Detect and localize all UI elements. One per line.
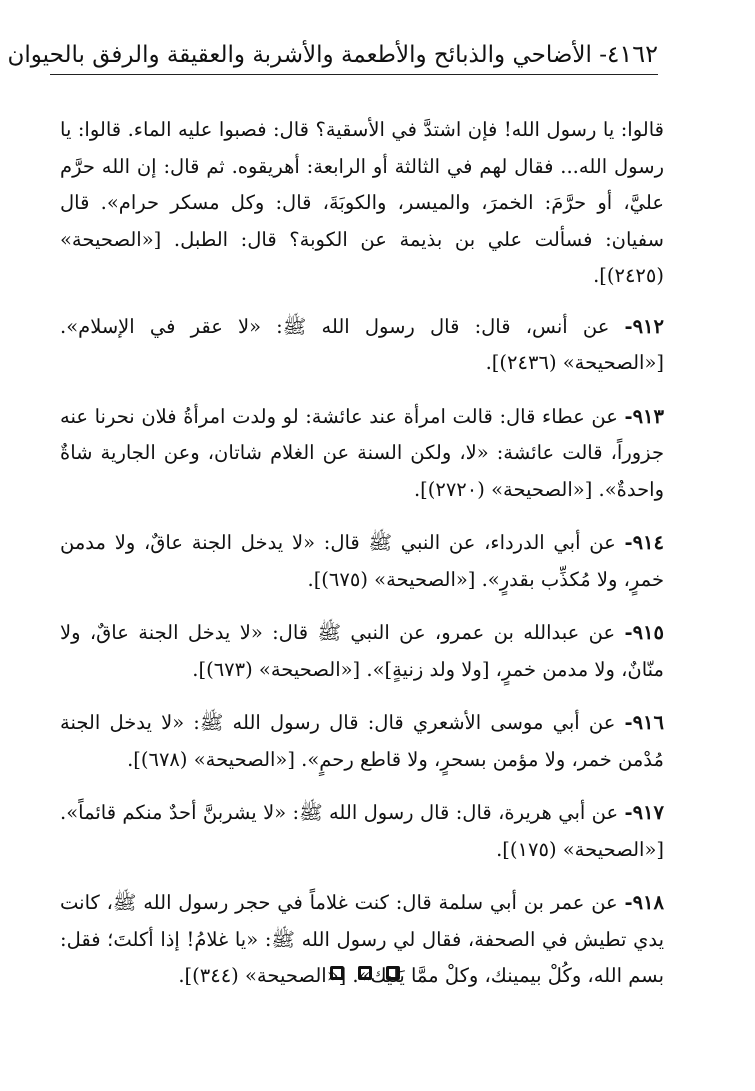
hadith-916 xyxy=(60,705,664,778)
hadith-number: ٩١٧- xyxy=(624,801,664,824)
hadith-912 xyxy=(60,309,664,382)
page-body xyxy=(60,112,664,1012)
page-number: ١٦٢ xyxy=(619,40,658,68)
square-ornament-icon xyxy=(386,966,400,980)
running-title: ٤- الأضاحي والذبائح والأطعمة والأشربة والعقيقة والرفق بالحيوان xyxy=(7,42,620,68)
hadith-number: ٩١٤- xyxy=(624,531,664,554)
paragraph-text: قالوا: يا رسول الله! فإن اشتدَّ في الأسقية؟ قال: فصبوا عليه الماء. قالوا: يا رسول الله... فقال لهم في الثالثة أو الرابعة: أهريقوه. ثم قال: إن الله حرَّم عليَّ، أو حرَّمَ: الخمرَ، والميسر، والكوبَةَ، قال: وكل مسكر حرام». قال سفيان: فسألت علي بن بذيمة عن الكوبة؟ قال: الطبل. [«الصحيحة» (٢٤٢٥)]. xyxy=(60,118,664,287)
hadith-number: ٩١٣- xyxy=(624,404,664,428)
hadith-913 xyxy=(60,399,664,509)
hadith-text: عن أبي موسى الأشعري قال: قال رسول الله ﷺ: «لا يدخل الجنة مُدْمن خمر، ولا مؤمن بسحرٍ، ولا قاطع رحمٍ». [«الصحيحة» (٦٧٨)]. xyxy=(60,711,664,771)
hadith-text: عن عمر بن أبي سلمة قال: كنت غلاماً في حجر رسول الله ﷺ، كانت يدي تطيش في الصحفة، فقال لي رسول الله ﷺ: «يا غلامُ! إذا أكلتَ؛ فقل: بسم الله، وكُلْ بيمينك، وكلْ ممَّا يَليك». [«الصحيحة» (٣٤٤)]. xyxy=(60,891,664,987)
hadith-number: ٩١٥- xyxy=(624,621,664,644)
hadith-text: عن أبي الدرداء، عن النبي ﷺ قال: «لا يدخل الجنة عاقٌ، ولا مدمن خمرٍ، ولا مُكذِّب بقدرٍ». [«الصحيحة» (٦٧٥)]. xyxy=(60,531,664,591)
hadith-917 xyxy=(60,795,664,868)
hadith-914 xyxy=(60,525,664,598)
hadith-text: عن عبدالله بن عمرو، عن النبي ﷺ قال: «لا يدخل الجنة عاقٌ، ولا منّانٌ، ولا مدمن خمرٍ، [ولا ولد زنيةٍ]». [«الصحيحة» (٦٧٣)]. xyxy=(60,621,664,681)
square-ornament-icon xyxy=(330,966,344,980)
square-ornament-icon xyxy=(358,966,372,980)
hadith-915 xyxy=(60,615,664,688)
running-header xyxy=(7,30,658,75)
hadith-number: ٩١٢- xyxy=(624,314,664,338)
hadith-text: عن أنس، قال: قال رسول الله ﷺ: «لا عقر في الإسلام». [«الصحيحة» (٢٤٣٦)]. xyxy=(60,314,664,374)
paragraph-continuation xyxy=(60,112,664,295)
hadith-number: ٩١٨- xyxy=(624,891,664,914)
hadith-text: عن أبي هريرة، قال: قال رسول الله ﷺ: «لا يشربنَّ أحدٌ منكم قائماً». [«الصحيحة» (١٧٥)]. xyxy=(60,801,664,861)
section-end-ornament xyxy=(330,966,400,980)
hadith-number: ٩١٦- xyxy=(624,711,664,734)
hadith-text: عن عطاء قال: قالت امرأة عند عائشة: لو ولدت امرأةُ فلان نحرنا عنه جزوراً، قالت عائشة: «لا، ولكن السنة عن الغلام شاتان، وعن الجارية شاةٌ واحدةٌ». [«الصحيحة» (٢٧٢٠)]. xyxy=(60,404,664,501)
